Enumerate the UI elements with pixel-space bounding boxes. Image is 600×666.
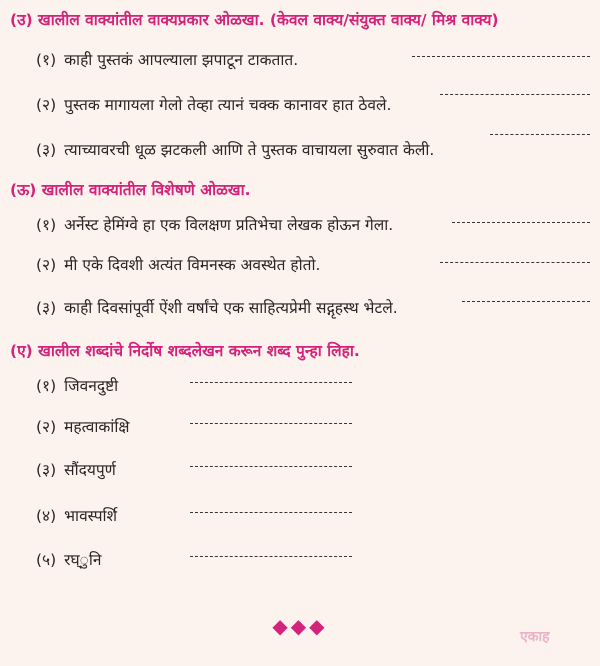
question-number: (२) bbox=[36, 96, 57, 114]
word-text: महत्वाकांक्षि bbox=[64, 418, 130, 436]
word-row bbox=[36, 415, 129, 437]
answer-blank[interactable] bbox=[452, 222, 590, 223]
question-text: पुस्तक मागायला गेलो तेव्हा त्यानं चक्क कानावर हात ठेवले. bbox=[64, 96, 392, 114]
question-number: (१) bbox=[36, 51, 57, 69]
section-e-heading: (ए) खालील शब्दांचे निर्दोष शब्दलेखन करून शब्द पुन्हा लिहा. bbox=[10, 342, 360, 360]
diamond-ornament-icon: ◆◆◆ bbox=[272, 614, 328, 638]
word-text: रघ्ुनि bbox=[64, 551, 102, 569]
question-number: (३) bbox=[36, 299, 57, 317]
answer-blank[interactable] bbox=[462, 301, 590, 302]
question-row bbox=[36, 213, 393, 235]
faded-show-through-text: एकाह bbox=[520, 629, 550, 645]
word-text: सौंदयपुर्ण bbox=[64, 461, 116, 479]
answer-blank[interactable] bbox=[190, 466, 352, 467]
word-row bbox=[36, 458, 116, 480]
word-number: (५) bbox=[36, 551, 57, 569]
answer-blank[interactable] bbox=[440, 94, 590, 95]
question-row bbox=[36, 93, 391, 115]
answer-blank[interactable] bbox=[190, 556, 352, 557]
word-number: (२) bbox=[36, 418, 57, 436]
question-number: (३) bbox=[36, 141, 57, 159]
word-text: जिवनदुष्टी bbox=[64, 377, 119, 395]
word-row bbox=[36, 374, 118, 396]
question-text: त्याच्यावरची धूळ झटकली आणि ते पुस्तक वाचायला सुरुवात केली. bbox=[64, 141, 435, 159]
answer-blank[interactable] bbox=[412, 56, 590, 57]
word-number: (१) bbox=[36, 377, 57, 395]
question-number: (२) bbox=[36, 256, 57, 274]
question-text: अर्नेस्ट हेमिंग्वे हा एक विलक्षण प्रतिभेचा लेखक होऊन गेला. bbox=[64, 216, 394, 234]
answer-blank[interactable] bbox=[190, 512, 352, 513]
word-text: भावस्पर्शि bbox=[64, 507, 118, 525]
word-row bbox=[36, 504, 117, 526]
question-number: (१) bbox=[36, 216, 57, 234]
section-u-heading: (उ) खालील वाक्यांतील वाक्यप्रकार ओळखा. (केवल वाक्य/संयुक्त वाक्य/ मिश्र वाक्य) bbox=[10, 11, 499, 29]
word-number: (३) bbox=[36, 461, 57, 479]
answer-blank[interactable] bbox=[190, 382, 352, 383]
question-row bbox=[36, 253, 320, 275]
question-row bbox=[36, 296, 398, 318]
word-number: (४) bbox=[36, 507, 57, 525]
answer-blank[interactable] bbox=[440, 262, 590, 263]
answer-blank[interactable] bbox=[490, 134, 590, 135]
answer-blank[interactable] bbox=[190, 423, 352, 424]
question-text: काही पुस्तकं आपल्याला झपाटून टाकतात. bbox=[64, 51, 299, 69]
question-row bbox=[36, 138, 434, 160]
question-text: मी एके दिवशी अत्यंत विमनस्क अवस्थेत होतो. bbox=[64, 256, 321, 274]
word-row bbox=[36, 548, 101, 570]
section-uu-heading: (ऊ) खालील वाक्यांतील विशेषणे ओळखा. bbox=[10, 181, 251, 199]
question-text: काही दिवसांपूर्वी ऐंशी वर्षांचे एक साहित्यप्रेमी सद्गृहस्थ भेटले. bbox=[64, 299, 398, 317]
question-row bbox=[36, 48, 298, 70]
